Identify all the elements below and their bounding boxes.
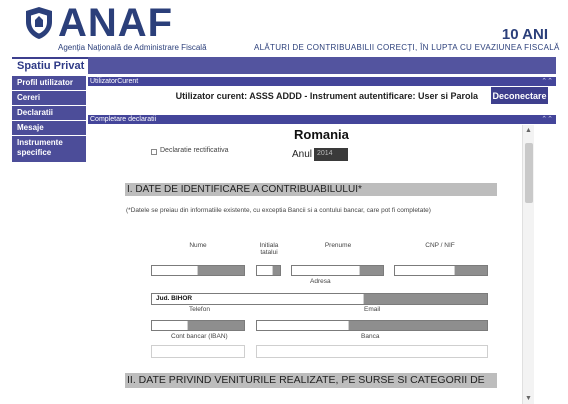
sidebar-item-declaratii[interactable]: Declaratii	[12, 106, 86, 120]
cont-bancar-label: Cont bancar (IBAN)	[171, 333, 228, 340]
sidebar-item-cereri[interactable]: Cereri	[12, 91, 86, 105]
scroll-down-arrow-icon[interactable]: ▼	[525, 395, 532, 402]
anaf-shield-icon	[24, 6, 54, 40]
sidebar-item-mesaje[interactable]: Mesaje	[12, 121, 86, 135]
country-label: Romania	[294, 127, 349, 142]
declaration-form	[88, 125, 535, 404]
sidebar-item-instrumente-specifice[interactable]: Instrumente specifice	[12, 136, 86, 162]
declaration-panel-header[interactable]	[88, 115, 556, 124]
form-scrollbar[interactable]	[522, 125, 534, 404]
agency-subtitle: Agenția Națională de Administrare Fiscală	[58, 43, 207, 52]
email-field[interactable]	[256, 320, 488, 331]
declaration-panel-title: Completare declaratii	[90, 116, 157, 123]
site-header	[0, 0, 568, 56]
section-identification-heading: I. DATE DE IDENTIFICARE A CONTRIBUABILULUI*	[125, 183, 497, 196]
nume-field[interactable]	[151, 265, 245, 276]
telefon-label: Telefon	[189, 306, 210, 313]
adresa-field[interactable]	[151, 293, 488, 305]
address-value: Jud. BIHOR	[156, 295, 193, 302]
private-space-title: Spatiu Privat	[12, 57, 88, 74]
collapse-icon[interactable]: ⌃⌃	[541, 78, 553, 85]
prenume-field[interactable]	[291, 265, 384, 276]
rectificative-label: Declaratie rectificativa	[160, 147, 229, 154]
cnp-field[interactable]	[394, 265, 488, 276]
top-nav-band	[88, 57, 556, 74]
banca-label: Banca	[361, 333, 380, 340]
iban-field[interactable]	[151, 345, 245, 358]
anaf-logo[interactable]: ANAF	[58, 1, 174, 45]
agency-tagline: ALĂTURI DE CONTRIBUABILII CORECȚI, ÎN LUPTA CU EVAZIUNEA FISCALĂ	[254, 43, 560, 52]
logout-button[interactable]: Deconectare	[491, 87, 548, 104]
anniversary-badge: 10 ANI	[501, 26, 548, 43]
banca-field[interactable]	[256, 345, 488, 358]
current-user-row	[88, 86, 556, 106]
collapse-icon[interactable]: ⌃⌃	[541, 116, 553, 123]
current-user-label: Utilizator curent: ASSS ADDD - Instrument autentificare: User si Parola	[175, 91, 478, 101]
sidebar-item-profil-utilizator[interactable]: Profil utilizator	[12, 76, 86, 90]
identification-note: (*Datele se preiau din informatiile existente, cu exceptia Bancii si a contului bancar, care pot fi completate)	[126, 207, 431, 214]
year-field[interactable]: 2014	[314, 148, 348, 161]
nume-label: Nume	[189, 242, 207, 249]
section-income-heading: II. DATE PRIVIND VENITURILE REALIZATE, PE SURSE SI CATEGORII DE	[125, 373, 497, 388]
telefon-field[interactable]	[151, 320, 245, 331]
scroll-thumb[interactable]	[525, 143, 533, 203]
current-user-panel-header[interactable]	[88, 77, 556, 86]
year-label: Anul	[292, 149, 313, 160]
scroll-up-arrow-icon[interactable]: ▲	[525, 127, 532, 134]
current-user-panel-title: UtilizatorCurent	[90, 78, 139, 85]
cnp-label: CNP / NIF	[425, 242, 455, 249]
prenume-label: Prenume	[324, 242, 352, 249]
initiala-field[interactable]	[256, 265, 281, 276]
sidebar-menu	[12, 76, 86, 163]
initiala-label: Initiala tatalui	[259, 242, 279, 256]
rectificative-checkbox[interactable]	[151, 149, 157, 155]
adresa-label: Adresa	[310, 278, 331, 285]
email-label: Email	[364, 306, 381, 313]
